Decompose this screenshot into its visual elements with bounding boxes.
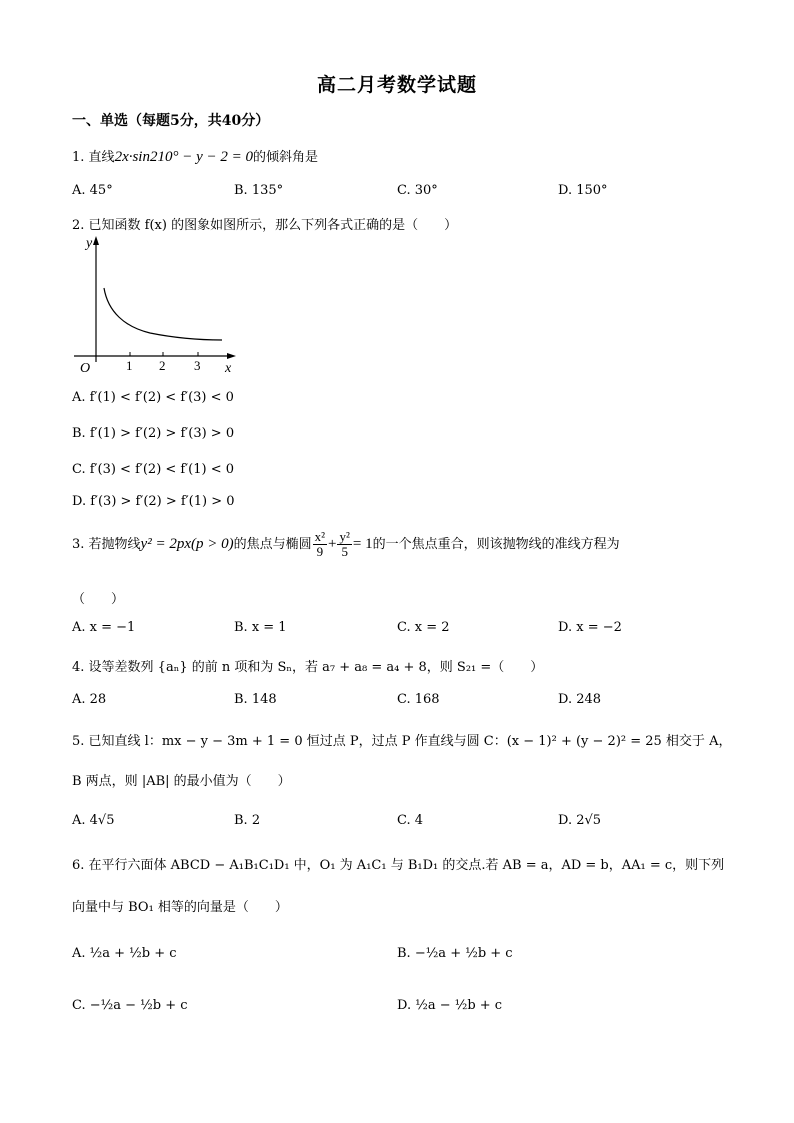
question-5-line-1: 5. 已知直线 l：mx − y − 3m + 1 = 0 恒过点 P，过点 P 作直线与圆 C：(x − 1)² + (y − 2)² = 25 相交于 A， xyxy=(72,734,732,749)
q6-option-d: D. ½a − ½b + c xyxy=(397,998,503,1013)
q1-option-a: A. 45° xyxy=(72,183,113,198)
page-title: 高二月考数学试题 xyxy=(316,74,477,96)
question-6-line-1: 6. 在平行六面体 ABCD − A₁B₁C₁D₁ 中，O₁ 为 A₁C₁ 与 B₁D₁ 的交点.若 AB = a，AD = b，AA₁ = c，则下列 xyxy=(72,858,725,873)
q1-equation: 2x·sin210° − y − 2 = 0 xyxy=(114,149,253,165)
q3-answer-paren: （ ） xyxy=(72,592,125,607)
q3-option-d: D. x = −2 xyxy=(558,620,622,635)
q1-number: 1. xyxy=(72,150,85,165)
question-1-stem xyxy=(72,146,318,166)
q5-option-c: C. 4 xyxy=(397,813,424,828)
question-6-line-2: 向量中与 BO₁ 相等的向量是（ ） xyxy=(72,900,288,915)
q4-option-d: D. 248 xyxy=(558,692,602,707)
q4-option-a: A. 28 xyxy=(72,692,107,707)
q1-option-b: B. 135° xyxy=(234,183,284,198)
q3-post: 的一个焦点重合，则该抛物线的准线方程为 xyxy=(372,537,620,552)
y-axis-label: y xyxy=(86,236,93,251)
q6-option-a: A. ½a + ½b + c xyxy=(72,946,177,961)
question-4-stem: 4. 设等差数列 {aₙ} 的前 n 项和为 Sₙ，若 a₇ + a₈ = a₄ + 8，则 S₂₁ =（ ） xyxy=(72,660,544,675)
q3-frac2-den: 5 xyxy=(341,544,348,559)
q1-pre: 直线 xyxy=(88,150,115,165)
q2-option-c: C. f′(3) < f′(2) < f′(1) < 0 xyxy=(72,462,235,477)
q3-pre: 3. 若抛物线 xyxy=(72,537,141,552)
q5-option-b: B. 2 xyxy=(234,813,261,828)
q2-option-a: A. f′(1) < f′(2) < f′(3) < 0 xyxy=(72,390,234,405)
q1-option-d: D. 150° xyxy=(558,183,608,198)
function-curve xyxy=(104,288,222,340)
q3-equation: y² = 2px(p > 0) xyxy=(140,536,234,552)
q5-option-a: A. 4√5 xyxy=(72,813,115,828)
q5-option-d: D. 2√5 xyxy=(558,813,602,828)
tick-label-2: 2 xyxy=(159,358,166,373)
q3-eq2: = 1 xyxy=(352,536,373,552)
q6-option-c: C. −½a − ½b + c xyxy=(72,998,188,1013)
tick-label-3: 3 xyxy=(194,358,201,373)
q2-option-b: B. f′(1) > f′(2) > f′(3) > 0 xyxy=(72,426,235,441)
q3-fraction-x xyxy=(313,530,327,559)
q1-post: 的倾斜角是 xyxy=(253,150,319,165)
q3-frac2-num: y² xyxy=(339,529,350,544)
x-axis-label: x xyxy=(225,361,232,376)
x-axis-arrow xyxy=(227,353,236,359)
question-3-stem: 3. 若抛物线y² = 2px(p > 0)的焦点与椭圆 $\frac{\text{x²}}{9}$ + $\frac{\text{y²}}{5}$ = 1的一个焦点重合，则该抛物线的准线方程为 xyxy=(72,529,620,559)
q3-option-b: B. x = 1 xyxy=(234,620,287,635)
tick-label-1: 1 xyxy=(126,358,133,373)
question-5-line-2: B 两点，则 |AB| 的最小值为（ ） xyxy=(72,774,291,789)
origin-label: O xyxy=(80,361,91,376)
q2-function-graph xyxy=(70,232,240,377)
q3-option-c: C. x = 2 xyxy=(397,620,450,635)
q3-option-a: A. x = −1 xyxy=(72,620,136,635)
q3-frac1-num: x² xyxy=(314,529,326,544)
q3-frac1-den: 9 xyxy=(316,544,324,559)
q4-option-c: C. 168 xyxy=(397,692,440,707)
q1-option-c: C. 30° xyxy=(397,183,438,198)
q2-option-d: D. f′(3) > f′(2) > f′(1) > 0 xyxy=(72,494,235,509)
question-2-stem: 2. 已知函数 f(x) 的图象如图所示，那么下列各式正确的是（ ） xyxy=(72,218,458,233)
q6-option-b: B. −½a + ½b + c xyxy=(397,946,513,961)
q4-option-b: B. 148 xyxy=(234,692,277,707)
q3-fraction-y xyxy=(337,530,351,559)
q3-mid: 的焦点与椭圆 xyxy=(233,537,312,552)
section-heading: 一、单选（每题5分，共40分） xyxy=(72,113,270,129)
y-axis-arrow xyxy=(93,236,99,245)
